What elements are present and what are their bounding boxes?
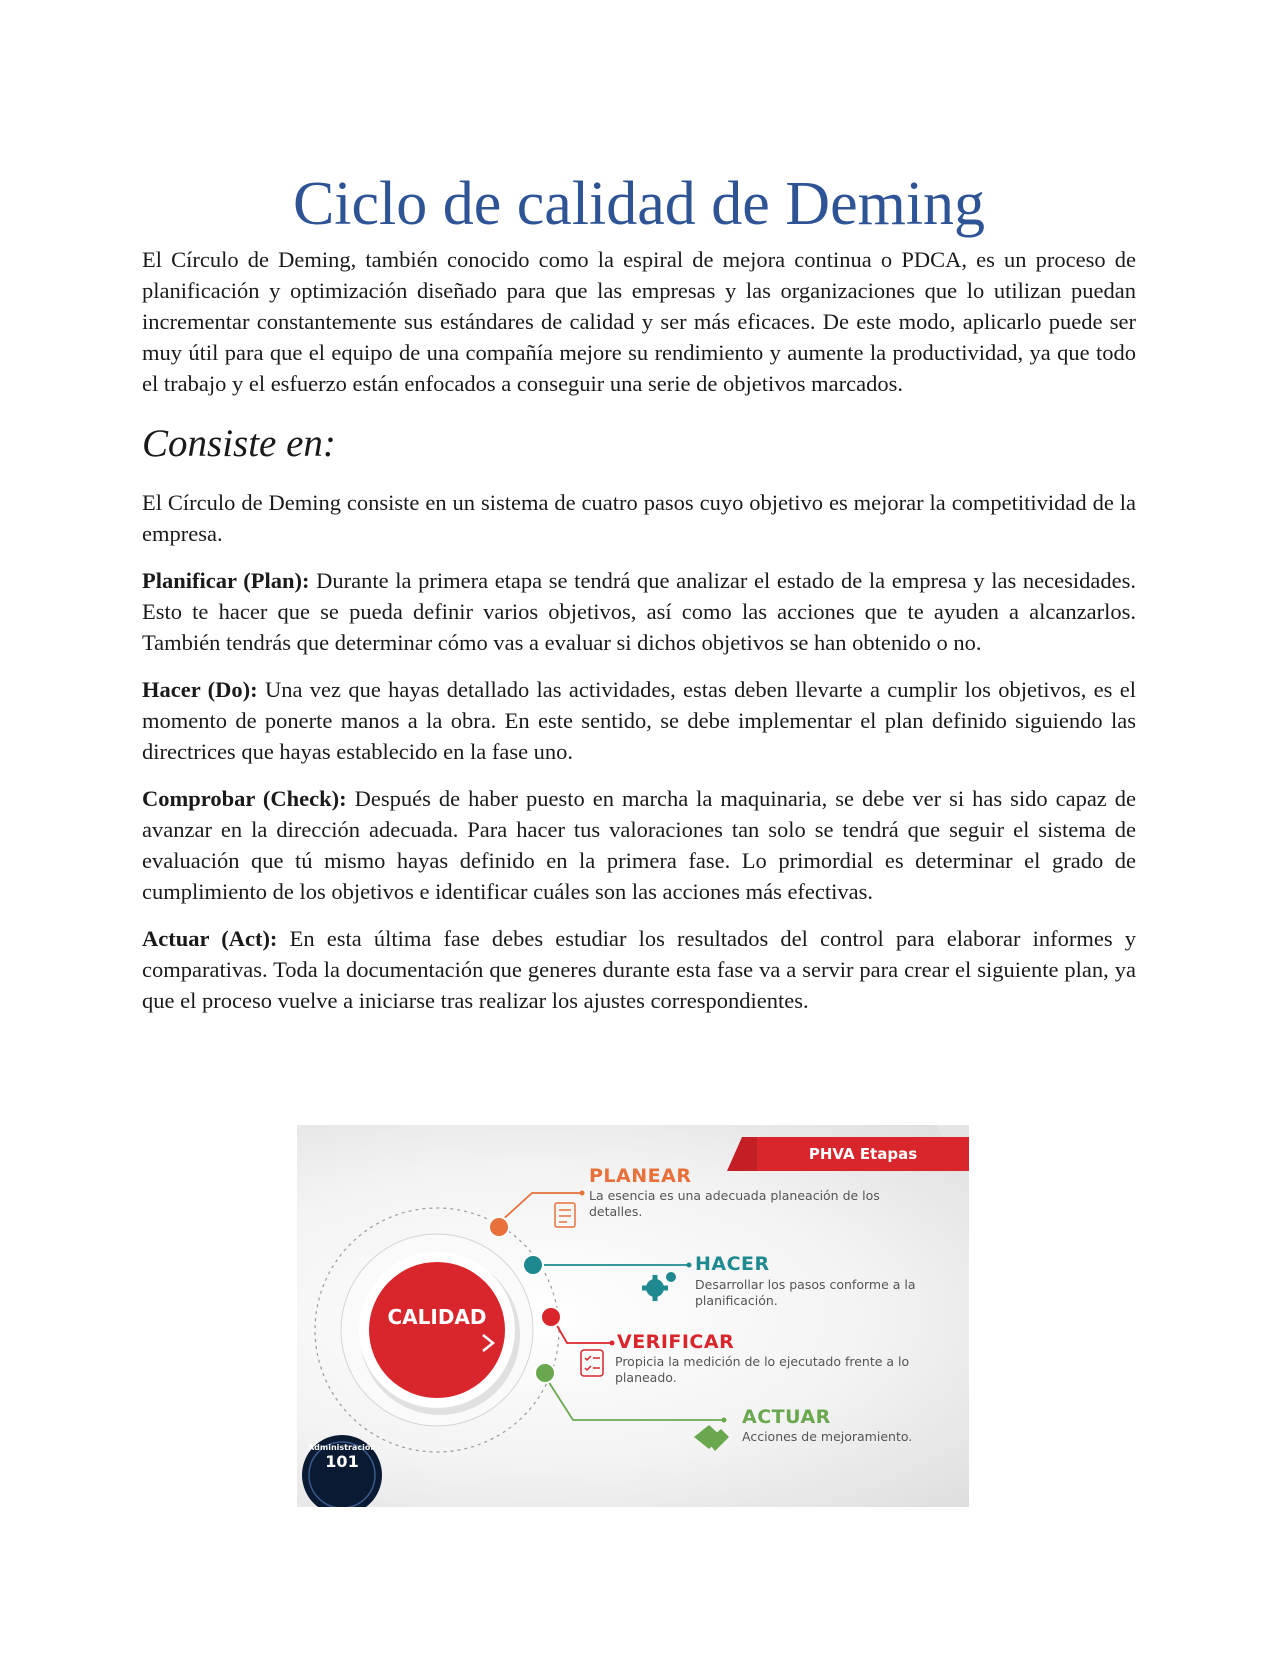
badge-line2: 101 xyxy=(325,1452,359,1471)
step-do-text: Una vez que hayas detallado las actividades, estas deben llevarte a cumplir los objetivos, es el momento de ponerte manos a la obra. En este sentido, se debe implementar el plan definido siguiendo las directrices que hayas establecido en la fase uno. xyxy=(142,677,1136,764)
actuar-connector-dot xyxy=(722,1418,727,1423)
planear-connector-dot xyxy=(580,1191,585,1196)
planear-connector xyxy=(499,1193,580,1223)
step-check-lead: Comprobar (Check): xyxy=(142,786,347,811)
planear-desc: La esencia es una adecuada planeación de los detalles. xyxy=(589,1188,880,1219)
step-plan-text: Durante la primera etapa se tendrá que analizar el estado de la empresa y las necesidades. Esto te hacer que se pueda definir varios objetivos, así como las acciones que te ayuden a alcanzarlos. También tendrás que determinar cómo vas a evaluar si dichos objetivos se han obtenido o no. xyxy=(142,568,1136,655)
planear-node xyxy=(489,1217,509,1237)
verificar-connector-dot xyxy=(610,1341,615,1346)
step-act-paragraph xyxy=(142,923,1136,1016)
actuar-label: ACTUAR xyxy=(742,1406,831,1428)
calidad-label: CALIDAD xyxy=(387,1305,487,1329)
step-check-text: Después de haber puesto en marcha la maquinaria, se debe ver si has sido capaz de avanzar en la dirección adecuada. Para hacer tus valoraciones tan solo se tendrá que seguir el sistema de evaluación que tú mismo hayas definido en la primera fase. Lo primordial es determinar el grado de cumplimiento de los objetivos e identificar cuáles son las acciones más efectivas. xyxy=(142,786,1137,904)
summary-paragraph: El Círculo de Deming consiste en un sistema de cuatro pasos cuyo objetivo es mejorar la competitividad de la empresa. xyxy=(142,490,1136,546)
calidad-circle xyxy=(369,1262,505,1398)
verificar-node xyxy=(541,1307,561,1327)
step-do-paragraph xyxy=(142,674,1136,767)
step-act-lead: Actuar (Act): xyxy=(142,926,278,951)
step-check-paragraph xyxy=(142,783,1136,907)
gears-icon xyxy=(642,1272,676,1301)
badge-text xyxy=(307,1443,377,1471)
phva-banner: PHVA Etapas xyxy=(757,1137,969,1171)
hacer-node xyxy=(523,1255,543,1275)
hacer-desc: Desarrollar los pasos conforme a la planificación. xyxy=(695,1277,916,1308)
section-subtitle: Consiste en: xyxy=(142,422,336,465)
handshake-icon xyxy=(694,1425,729,1451)
page-title: Ciclo de calidad de Deming xyxy=(292,170,986,238)
verificar-desc: Propicia la medición de lo ejecutado frente a lo planeado. xyxy=(615,1354,910,1385)
actuar-desc: Acciones de mejoramiento. xyxy=(742,1429,913,1444)
planear-label: PLANEAR xyxy=(589,1165,692,1187)
document-body xyxy=(142,166,1136,1032)
hacer-connector-dot xyxy=(687,1263,692,1268)
hacer-label: HACER xyxy=(695,1253,770,1275)
step-act-text: En esta última fase debes estudiar los resultados del control para elaborar informes y comparativas. Toda la documentación que generes durante esta fase va a servir para crear el siguiente plan, ya que el proceso vuelve a iniciarse tras realizar los ajustes correspondientes. xyxy=(142,926,1136,1013)
verificar-label: VERIFICAR xyxy=(617,1331,735,1353)
intro-paragraph: El Círculo de Deming, también conocido como la espiral de mejora continua o PDCA, es un proceso de planificación y optimización diseñado para que las empresas y las organizaciones que lo utilizan puedan incrementar constantemente sus estándares de calidad y ser más eficaces. De este modo, aplicarlo puede ser muy útil para que el equipo de una compañía mejore su rendimiento y aumente la productividad, ya que todo el trabajo y el esfuerzo están enfocados a conseguir una serie de objetivos marcados. xyxy=(142,247,1136,396)
badge-line1: Administración xyxy=(307,1443,377,1452)
document-icon xyxy=(555,1203,575,1227)
checklist-icon xyxy=(581,1350,603,1376)
phva-infographic xyxy=(297,1125,969,1507)
step-plan-paragraph xyxy=(142,565,1136,658)
step-plan-lead: Planificar (Plan): xyxy=(142,568,310,593)
banner-stripe xyxy=(727,1137,757,1171)
step-do-lead: Hacer (Do): xyxy=(142,677,258,702)
actuar-node xyxy=(535,1363,555,1383)
